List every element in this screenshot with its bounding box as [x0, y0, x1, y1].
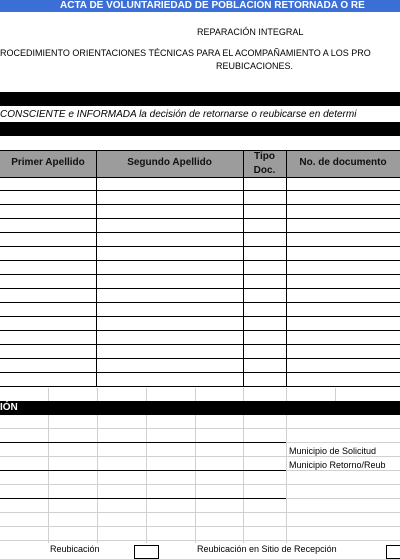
table-row-line [0, 246, 400, 247]
table-column-line [96, 150, 97, 387]
section-2-bar [0, 401, 400, 415]
grid-row-line [0, 526, 400, 527]
grid-col-line [48, 415, 49, 543]
form-title: ACTA DE VOLUNTARIEDAD DE POBLACIÓN RETORNADA O RE [60, 0, 365, 11]
table-row-line [0, 358, 400, 359]
table-row-line [0, 344, 400, 345]
black-bar-1 [0, 92, 400, 106]
header-no-documento: No. de documento [299, 157, 387, 168]
table-row-line [0, 386, 400, 387]
table-row-line [0, 260, 400, 261]
section-2-line [0, 498, 286, 499]
grid-col-line [195, 415, 196, 543]
grid-row-line [0, 456, 400, 457]
grid-col-line [146, 388, 147, 401]
table-row-line [0, 316, 400, 317]
grid-col-line [97, 415, 98, 543]
header-segundo-apellido: Segundo Apellido [127, 157, 212, 168]
header-primer-apellido: Primer Apellido [11, 157, 85, 168]
table-row-line [0, 232, 400, 233]
table-row-line [0, 218, 400, 219]
grid-col-line [97, 388, 98, 401]
reubicacion-checkbox[interactable] [134, 545, 159, 559]
subtitle: REPARACIÓN INTEGRAL [197, 27, 304, 37]
table-border-top [0, 150, 400, 151]
grid-col-line [243, 388, 244, 401]
black-bar-2 [0, 122, 400, 136]
grid-col-line [243, 415, 244, 543]
table-row-line [0, 190, 400, 191]
header-tipo-doc-2: Doc. [253, 165, 276, 176]
table-row-line [0, 274, 400, 275]
reubicacion-sitio-checkbox[interactable] [386, 545, 400, 559]
procedure-line-1: ROCEDIMIENTO ORIENTACIONES TÉCNICAS PARA EL ACOMPAÑAMIENTO A LOS PRO [0, 48, 371, 58]
table-row-line [0, 204, 400, 205]
reubicacion-label: Reubicación [50, 544, 100, 554]
declaration-text: CONSCIENTE e INFORMADA la decisión de retornarse o reubicarse en determi [0, 109, 357, 120]
grid-col-line [195, 388, 196, 401]
table-header-bottom [0, 177, 400, 178]
table-column-line [286, 150, 287, 387]
reubicacion-sitio-label: Reubicación en Sitio de Recepción [197, 544, 337, 554]
grid-row-line [0, 428, 400, 429]
table-column-line [243, 150, 244, 387]
grid-col-line [48, 388, 49, 401]
municipio-retorno-label: Municipio Retorno/Reub [289, 460, 386, 470]
grid-col-line [335, 388, 336, 401]
grid-row-line [0, 512, 400, 513]
section-2-line [0, 442, 286, 443]
grid-row-line [0, 484, 400, 485]
table-row-line [0, 288, 400, 289]
table-row-line [0, 302, 400, 303]
procedure-line-2: REUBICACIONES. [216, 61, 294, 71]
grid-row-line [0, 540, 400, 541]
table-row-line [0, 330, 400, 331]
section-2-line [0, 470, 286, 471]
grid-col-line [286, 388, 287, 401]
table-row-line [0, 372, 400, 373]
section-2-label: IÓN [0, 402, 18, 413]
header-tipo-doc-1: Tipo [254, 151, 275, 162]
grid-col-line [146, 415, 147, 543]
form-title-bar [0, 0, 400, 12]
grid-col-line [286, 415, 287, 543]
municipio-solicitud-label: Municipio de Solicitud [289, 446, 377, 456]
